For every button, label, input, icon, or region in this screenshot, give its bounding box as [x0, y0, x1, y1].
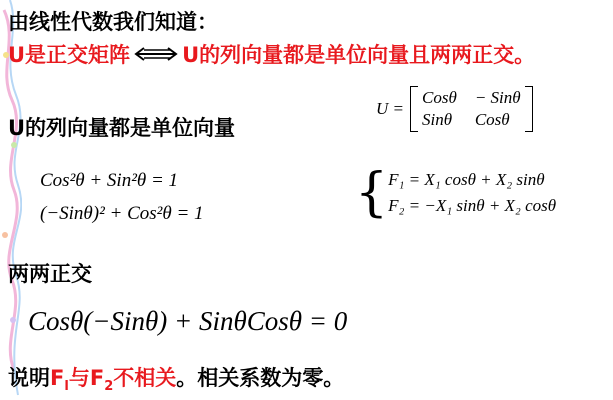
equation-f2: F₂ = −X₁ sinθ + X₂ cosθ: [388, 196, 557, 215]
left-bracket: [410, 86, 418, 132]
equation-2: (−Sinθ)² + Cos²θ = 1: [40, 203, 204, 224]
double-arrow-icon: [134, 45, 178, 63]
curly-brace: {: [355, 163, 389, 223]
orthogonality-equation: Cosθ(−Sinθ) + SinθCosθ = 0: [28, 306, 348, 336]
factor-f2: $F_2$: [89, 366, 114, 395]
matrix-cell: Sinθ: [422, 110, 453, 129]
conclusion-and: 与: [68, 366, 90, 390]
matrix-cell: Cosθ: [474, 110, 510, 129]
statement-left: U是正交矩阵: [8, 43, 131, 67]
equation-1: Cos²θ + Sin²θ = 1: [40, 170, 179, 191]
conclusion-prefix: 说明: [8, 366, 50, 390]
unit-vector-text: U的列向量都是单位向量: [8, 116, 236, 140]
matrix-cell: − Sinθ: [474, 88, 521, 107]
equation-f1: F₁ = X₁ cosθ + X₂ sinθ: [388, 170, 545, 189]
orthogonal-statement: [8, 39, 535, 69]
section-heading: 两两正交: [8, 262, 92, 286]
conclusion-suffix: 。相关系数为零。: [176, 366, 345, 390]
matrix-cell: Cosθ: [422, 88, 457, 107]
equation-system: [355, 163, 557, 223]
right-bracket: [525, 86, 533, 132]
factor-f1: $F_l$: [50, 366, 69, 395]
rotation-matrix: [376, 86, 533, 132]
conclusion-text: [8, 362, 345, 395]
uncorrelated-text: 不相关: [113, 366, 177, 390]
statement-right: U的列向量都是单位向量且两两正交。: [182, 43, 536, 67]
matrix-label: U =: [376, 99, 404, 118]
intro-text: 由线性代数我们知道：: [8, 10, 218, 34]
